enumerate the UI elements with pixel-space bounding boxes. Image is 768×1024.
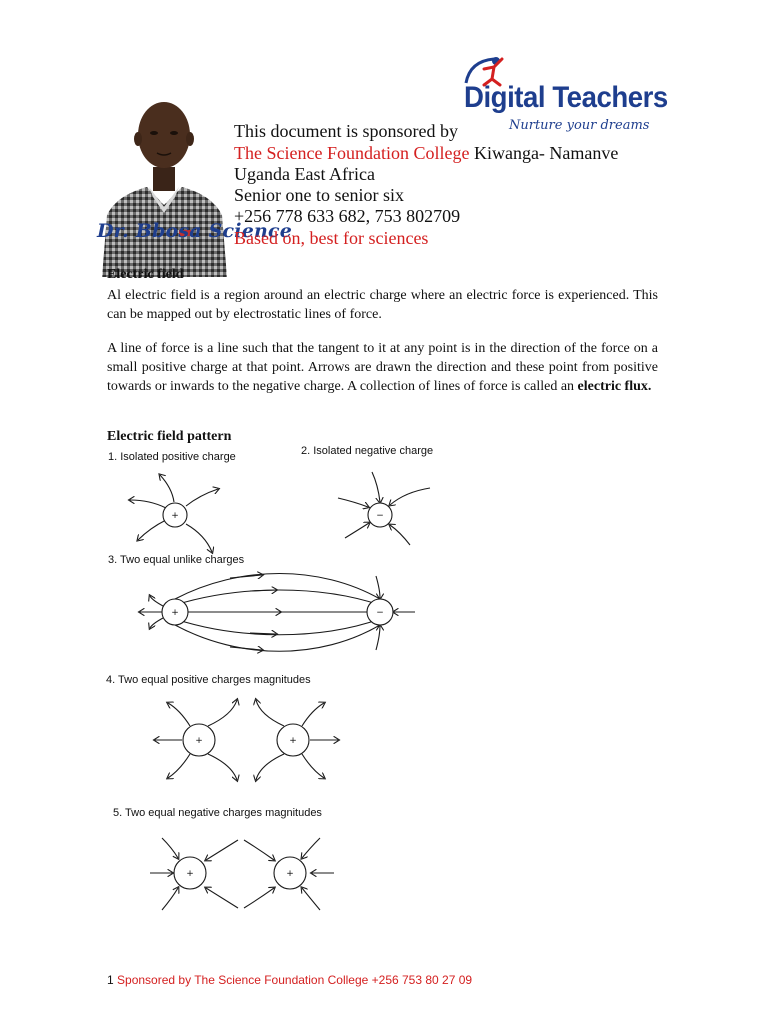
page-footer [107, 973, 472, 987]
section-heading: Electric field [107, 267, 184, 282]
diagram-isolated-negative [338, 472, 430, 545]
plus-sign: + [195, 736, 203, 746]
footer-sponsor: Sponsored by The Science Foundation College +256 753 80 27 09 [113, 973, 473, 987]
college-name: The Science Foundation College [234, 143, 470, 163]
electric-flux-term: electric flux. [577, 379, 652, 394]
diagram-two-negative [150, 838, 334, 910]
sponsor-line: This document is sponsored by [234, 121, 458, 141]
diagram-unlike-charges [140, 574, 415, 652]
diagram-label-unlike: 3. Two equal unlike charges [108, 554, 245, 566]
paragraph-definition: Al electric field is a region around an electric charge where an electric force is experienced. This can be mapped out by electrostatic lines of force. [107, 288, 658, 322]
plus-sign: + [171, 608, 179, 618]
motto-line: Based on, best for sciences [234, 228, 429, 248]
logo-name: Digital Teachers [464, 81, 668, 114]
minus-sign: − [376, 511, 384, 521]
diagram-two-positive [155, 700, 338, 780]
plus-sign: + [186, 869, 194, 879]
diagram-label-two-negative: 5. Two equal negative charges magnitudes [113, 807, 322, 819]
phone-line: +256 778 633 682, 753 802709 [234, 206, 461, 226]
diagram-label-negative: 2. Isolated negative charge [301, 445, 434, 457]
page-number: 1 [107, 973, 114, 987]
college-location: Kiwanga- Namanve [469, 143, 619, 163]
author-name: Dr. Bbosa Science [97, 220, 293, 242]
levels-line: Senior one to senior six [234, 185, 404, 205]
diagram-isolated-positive [130, 475, 218, 552]
plus-sign: + [289, 736, 297, 746]
country-line: Uganda East Africa [234, 164, 375, 184]
minus-sign: − [376, 608, 384, 618]
diagram-label-positive: 1. Isolated positive charge [108, 451, 236, 463]
pattern-heading: Electric field pattern [107, 429, 232, 444]
logo-tagline: Nurture your dreams [509, 118, 650, 133]
paragraph-text: A line of force is a line such that the tangent to it at any point is in the direction of the force on a small positive charge at that point. Arrows are drawn the direction and these point from positive towards or inwards to the negative charge. A collection of lines of force is called an [107, 341, 658, 394]
plus-sign: + [171, 511, 179, 521]
diagram-label-two-positive: 4. Two equal positive charges magnitudes [106, 674, 311, 686]
plus-sign: + [286, 869, 294, 879]
